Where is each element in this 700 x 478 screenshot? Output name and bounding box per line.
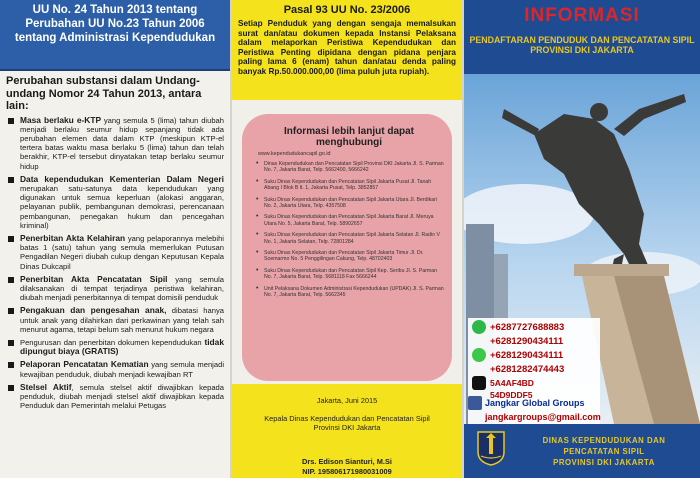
list-item: Data kependudukan Kementerian Dalam Negeri merupakan satu-satunya data kependudukan yang digunakan untuk semua keperluan (alokasi anggaran, pelayanan publik, pembangunan demokrasi, perencanaan pembangunan, penegakan hukum dan pencegahan kriminal) — [6, 175, 224, 230]
phone-contact[interactable]: +6281290434111 — [472, 334, 596, 348]
contact-info-box — [242, 114, 452, 381]
phone-contact[interactable]: +6281282474443 — [472, 362, 596, 376]
address-item: • Suku Dinas Kependudukan dan Pencatatan Sipil Jakarta Barat Jl. Meruya Utara No. 5, Jakarta Barat, Telp. 58902657 — [254, 214, 444, 227]
signer-name: Drs. Edison Sianturi, M.Si — [302, 457, 392, 466]
address-item: • Suku Dinas Kependudukan dan Pencatatan Sipil Jakarta Pusat Jl. Tanah Abang I Blok B lt. 1, Jakarta Pusat, Telp. 3852857 — [254, 179, 444, 192]
list-item: Pengurusan dan penerbitan dokumen kependudukan tidak dipungut biaya (GRATIS) — [6, 338, 224, 356]
law-header: UU No. 24 Tahun 2013 tentang Perubahan UU No.23 Tahun 2006 tentang Administrasi Kependudukan — [0, 0, 230, 71]
address-item: • Suku Dinas Kependudukan dan Pencatatan Sipil Jakarta Utara Jl. Berdikari No. 2, Jakarta Utara, Telp. 4357508 — [254, 197, 444, 210]
footer-bar — [464, 424, 700, 478]
pasal-text: Setiap Penduduk yang dengan sengaja memalsukan surat dan/atau dokumen kepada Instansi Pelaksana dalam melaporkan Peristiwa Kependudukan dan Peristiwa Penting dipidana dengan pidana penjara paling lama 6 (enam) tahun dan/atau denda paling banyak Rp.50.000.000,00 (lima puluh juta rupiah). — [238, 19, 456, 76]
email-link[interactable]: jangkargroups@gmail.com — [485, 412, 601, 422]
dki-emblem-icon — [476, 430, 506, 466]
cover-panel — [464, 0, 700, 478]
bbm-icon — [472, 376, 486, 390]
address-item: • Suku Dinas Kependudukan dan Pencatatan Sipil Kep. Seribu Jl. S. Parman No. 7, Jakarta Barat, Telp. 5681118 Fax 5666244 — [254, 268, 444, 281]
bbm-contact[interactable]: 5A4AF4BD — [472, 376, 596, 390]
middle-panel — [232, 0, 462, 478]
intro-text: Perubahan substansi dalam Undang-undang Nomor 24 Tahun 2013, antara lain: — [6, 75, 202, 112]
signer-title: Kepala Dinas Kependudukan dan Pencatatan Sipil Provinsi DKI Jakarta — [264, 414, 430, 432]
line-contact[interactable]: +6281290434111 — [472, 348, 596, 362]
address-item: • Suku Dinas Kependudukan dan Pencatatan Sipil Jakarta Timur Jl. Dr. Soemarmo No. 5 Penggilingan Cakung, Telp. 48702403 — [254, 250, 444, 263]
signer-nip: NIP. 195806171980031009 — [302, 467, 392, 476]
phone-icon — [472, 362, 486, 376]
info-title: Informasi lebih lanjut dapat menghubungi — [283, 126, 414, 148]
footer-line-2: PENCATATAN SIPIL — [563, 447, 645, 456]
list-item: Masa berlaku e-KTP yang semula 5 (lima) tahun diubah menjadi berlaku seumur hidup sepanjang tidak ada perubahan elemen data dalam KTP (meskipun KTP-el tertera batas waktu masa berlaku 5 (lima) tahun dan telah berakhir, KTP-el tersebut dinyatakan tetap berlaku seumur hidup — [6, 116, 224, 171]
cover-subtitle: PENDAFTARAN PENDUDUK DAN PENCATATAN SIPIL PROVINSI DKI JAKARTA — [469, 35, 695, 55]
website-link[interactable]: www.kependudukancapil.go.id — [258, 151, 331, 157]
footer-line-3: PROVINSI DKI JAKARTA — [553, 458, 655, 467]
address-item: • Unit Pelaksana Dokumen Administrasi Kependudukan (UPDAK) Jl. S. Parman No. 7, Jakarta Barat, Telp. 5662345 — [254, 286, 444, 299]
line-icon — [472, 348, 486, 362]
list-item: Penerbitan Akta Kelahiran yang pelaporannya melebihi batas 1 (satu) tahun yang semula memerlukan Putusan Pengadilan Negeri diubah cukup dengan Keputusan Kepala Dinas Dukcapil — [6, 234, 224, 271]
whatsapp-icon — [472, 320, 486, 334]
list-item: Stelsel Aktif, semula stelsel aktif diwajibkan kepada penduduk, diubah menjadi stelsel aktif diwajibkan kepada Penduduk dan Pemerintah melalui Petugas — [6, 383, 224, 411]
pasal-box — [232, 0, 462, 100]
signature-box — [232, 384, 462, 478]
list-item: Pengakuan dan pengesahan anak, dibatasi hanya untuk anak yang dilahirkan dari perkawinan yang telah sah menurut agama, tetapi belum sah menurut hukum negara — [6, 306, 224, 334]
cover-title: INFORMASI — [524, 5, 640, 26]
address-item: • Dinas Kependudukan dan Pencatatan Sipil Provinsi DKI Jakarta Jl. S. Parman No. 7, Jakarta Barat, Telp. 5662400, 5666242 — [254, 161, 444, 174]
bbm-pin-2: 54D9DDF5 — [490, 390, 533, 400]
phone-icon — [472, 334, 486, 348]
changes-list — [0, 116, 230, 411]
sign-date: Jakarta, Juni 2015 — [316, 396, 378, 405]
facebook-icon — [468, 396, 482, 410]
whatsapp-contact[interactable]: +6287727688883 — [472, 320, 596, 334]
left-panel — [0, 0, 230, 478]
social-links — [468, 396, 600, 424]
list-item: Pelaporan Pencatatan Kematian yang semula menjadi kewajiban penduduk, diubah menjadi kewajiban RT — [6, 360, 224, 378]
list-item: Penerbitan Akta Pencatatan Sipil yang semula dilaksanakan di tempat terjadinya peristiwa kelahiran, diubah menjadi penerbitannya di tempat domisili penduduk — [6, 275, 224, 303]
address-item: • Suku Dinas Kependudukan dan Pencatatan Sipil Jakarta Selatan Jl. Radio V No. 1, Jakarta Selatan, Telp. 72801284 — [254, 232, 444, 245]
footer-line-1: DINAS KEPENDUDUKAN DAN — [542, 436, 666, 445]
facebook-link[interactable]: Jangkar Global Groups — [468, 396, 600, 410]
pasal-title: Pasal 93 UU No. 23/2006 — [283, 4, 411, 16]
